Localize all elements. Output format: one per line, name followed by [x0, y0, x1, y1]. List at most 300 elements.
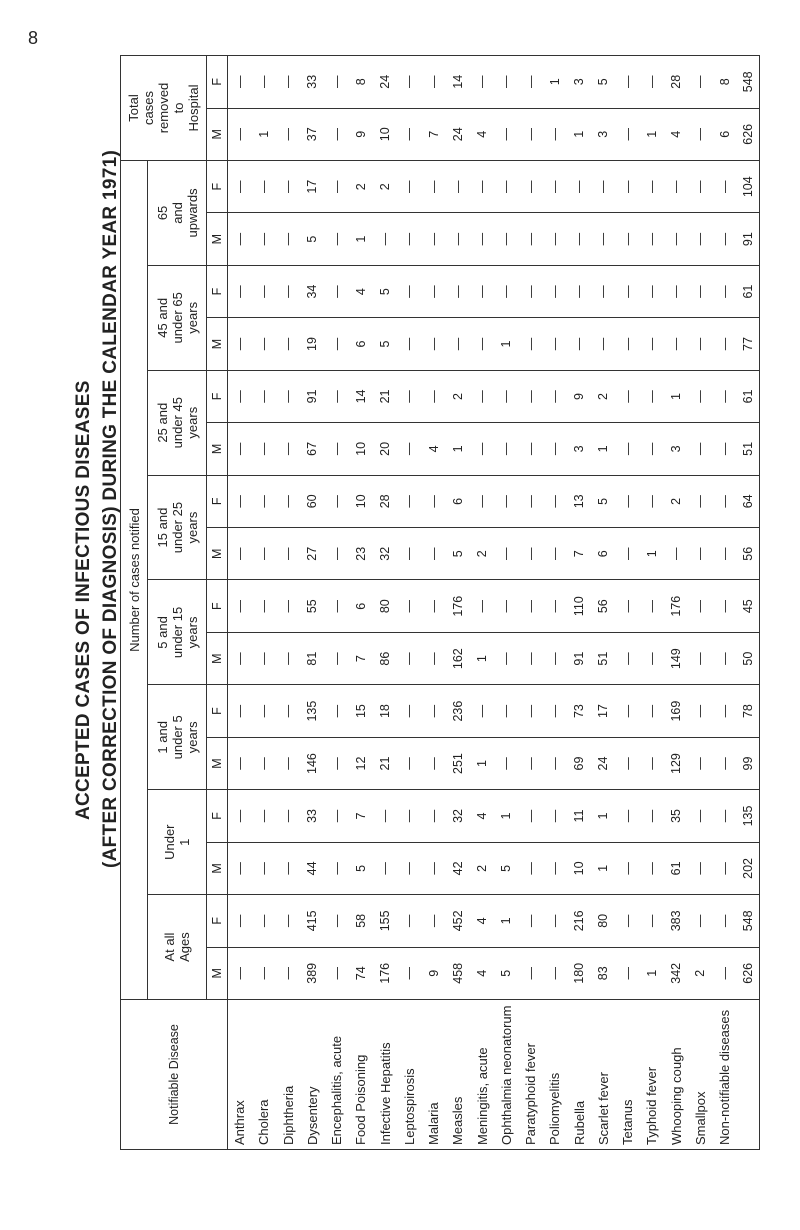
table-cell: — [494, 370, 518, 422]
table-row [591, 56, 615, 1150]
table-cell: 180 [567, 947, 591, 999]
table-cell: — [688, 423, 712, 475]
table-cell: 5 [591, 56, 615, 109]
table-cell: — [252, 265, 276, 317]
table-cell: 17 [300, 161, 324, 213]
table-cell: — [470, 580, 494, 632]
table-cell: 86 [373, 632, 397, 684]
total-cell: 51 [737, 423, 760, 475]
table-cell: 4 [422, 423, 446, 475]
table-cell: — [616, 632, 640, 684]
female-column-header: F [207, 56, 228, 109]
table-cell: — [616, 161, 640, 213]
table-cell: 80 [591, 895, 615, 947]
table-row [276, 56, 300, 1150]
table-cell: — [543, 790, 567, 842]
disease-name: Ophthalmia neonatorum [494, 1000, 518, 1150]
table-cell: — [422, 475, 446, 527]
table-cell: 176 [664, 580, 688, 632]
table-cell: 18 [373, 685, 397, 737]
female-column-header: F [207, 475, 228, 527]
table-cell: — [422, 580, 446, 632]
table-cell: 342 [664, 947, 688, 999]
table-cell: 135 [300, 685, 324, 737]
table-cell: — [276, 370, 300, 422]
total-cell: 61 [737, 370, 760, 422]
table-cell: — [543, 895, 567, 947]
table-cell: — [422, 370, 446, 422]
table-cell: — [422, 265, 446, 317]
table-cell: — [276, 423, 300, 475]
table-cell: 91 [567, 632, 591, 684]
table-cell: — [446, 265, 470, 317]
table-cell: — [397, 161, 421, 213]
table-cell: 13 [567, 475, 591, 527]
table-cell: 6 [349, 318, 373, 370]
table-cell: 169 [664, 685, 688, 737]
table-cell: — [228, 475, 252, 527]
table-cell: 1 [591, 842, 615, 894]
table-cell: 73 [567, 685, 591, 737]
table-cell: — [325, 423, 349, 475]
disease-name: Infective Hepatitis [373, 1000, 397, 1150]
table-cell: — [397, 737, 421, 789]
table-row [519, 56, 543, 1150]
table-cell: — [276, 685, 300, 737]
table-cell: 24 [591, 737, 615, 789]
table-cell: — [688, 213, 712, 265]
table-cell: 1 [470, 737, 494, 789]
totals-row [737, 56, 760, 1150]
table-cell: 251 [446, 737, 470, 789]
table-cell: — [640, 370, 664, 422]
male-column-header: M [207, 842, 228, 894]
table-cell: 81 [300, 632, 324, 684]
table-cell: — [688, 737, 712, 789]
female-column-header: F [207, 685, 228, 737]
disease-name: Measles [446, 1000, 470, 1150]
table-cell: — [276, 737, 300, 789]
table-cell: — [276, 528, 300, 580]
table-cell: 7 [422, 108, 446, 160]
table-cell: 14 [446, 56, 470, 109]
table-cell: 4 [470, 947, 494, 999]
table-cell: — [688, 685, 712, 737]
table-cell: — [470, 56, 494, 109]
table-cell: 2 [591, 370, 615, 422]
table-row [688, 56, 712, 1150]
table-cell: 452 [446, 895, 470, 947]
table-cell: — [616, 475, 640, 527]
table-cell: — [276, 318, 300, 370]
table-cell: — [276, 161, 300, 213]
table-cell: 1 [494, 895, 518, 947]
total-cell: 626 [737, 947, 760, 999]
table-cell: — [640, 580, 664, 632]
disease-name: Cholera [252, 1000, 276, 1150]
table-cell: — [616, 318, 640, 370]
table-cell: 1 [640, 108, 664, 160]
table-cell: — [519, 685, 543, 737]
table-cell: 4 [349, 265, 373, 317]
table-cell: — [640, 265, 664, 317]
table-cell: 9 [349, 108, 373, 160]
page-subtitle: (AFTER CORRECTION OF DIAGNOSIS) DURING THE CALENDAR YEAR 1971) [100, 149, 121, 868]
table-cell: — [591, 318, 615, 370]
table-cell: — [397, 895, 421, 947]
table-cell: — [397, 842, 421, 894]
table-cell: 7 [349, 790, 373, 842]
table-cell: — [446, 161, 470, 213]
table-cell: — [325, 108, 349, 160]
table-cell: — [543, 580, 567, 632]
table-cell: — [567, 161, 591, 213]
table-cell: 176 [446, 580, 470, 632]
table-cell: 6 [713, 108, 737, 160]
table-cell: — [397, 108, 421, 160]
table-cell: — [519, 528, 543, 580]
table-cell: 8 [349, 56, 373, 109]
table-cell: 80 [373, 580, 397, 632]
disease-name: Non-notifiable diseases [713, 1000, 737, 1150]
table-row [228, 56, 252, 1150]
table-cell: 67 [300, 423, 324, 475]
table-cell: — [494, 475, 518, 527]
table-cell: — [713, 790, 737, 842]
table-cell: — [252, 947, 276, 999]
table-cell: — [252, 423, 276, 475]
table-cell: — [519, 842, 543, 894]
table-cell: 11 [567, 790, 591, 842]
disease-name: Leptospirosis [397, 1000, 421, 1150]
table-cell: 60 [300, 475, 324, 527]
table-cell: — [591, 265, 615, 317]
table-cell: — [640, 632, 664, 684]
table-cell: — [688, 161, 712, 213]
table-cell: 1 [349, 213, 373, 265]
table-cell: — [422, 895, 446, 947]
table-cell: 146 [300, 737, 324, 789]
table-cell: — [640, 475, 664, 527]
table-cell: — [228, 895, 252, 947]
table-cell: — [616, 737, 640, 789]
table-cell: — [519, 213, 543, 265]
table-cell: — [397, 265, 421, 317]
table-cell: 1 [591, 790, 615, 842]
table-cell: 19 [300, 318, 324, 370]
table-cell: — [713, 161, 737, 213]
male-column-header: M [207, 108, 228, 160]
table-cell: 23 [349, 528, 373, 580]
table-cell: — [276, 265, 300, 317]
table-cell: — [519, 56, 543, 109]
table-cell: 5 [349, 842, 373, 894]
table-cell: — [519, 895, 543, 947]
table-cell: — [470, 475, 494, 527]
table-row [664, 56, 688, 1150]
table-cell: — [422, 161, 446, 213]
table-cell: — [252, 580, 276, 632]
table-cell: — [397, 685, 421, 737]
table-cell: — [494, 632, 518, 684]
table-cell: 8 [713, 56, 737, 109]
table-cell: — [470, 423, 494, 475]
age-group-45-to-65: 45 and under 65 years [148, 265, 207, 370]
male-column-header: M [207, 947, 228, 999]
table-cell: 383 [664, 895, 688, 947]
table-cell: — [664, 161, 688, 213]
table-cell: — [713, 842, 737, 894]
table-cell: 17 [591, 685, 615, 737]
table-row [640, 56, 664, 1150]
disease-name: Meningitis, acute [470, 1000, 494, 1150]
table-cell: 55 [300, 580, 324, 632]
disease-name: Scarlet fever [591, 1000, 615, 1150]
table-cell: — [422, 318, 446, 370]
table-cell: — [494, 737, 518, 789]
table-cell: — [276, 790, 300, 842]
table-cell: — [397, 370, 421, 422]
table-cell: 7 [567, 528, 591, 580]
table-cell: — [325, 161, 349, 213]
total-cell: 626 [737, 108, 760, 160]
female-column-header: F [207, 895, 228, 947]
table-cell: — [640, 685, 664, 737]
table-cell: 5 [373, 318, 397, 370]
male-column-header: M [207, 737, 228, 789]
table-cell: — [325, 56, 349, 109]
table-cell: — [543, 475, 567, 527]
table-cell: — [252, 895, 276, 947]
table-cell: — [325, 737, 349, 789]
table-cell: 1 [664, 370, 688, 422]
table-cell: 21 [373, 370, 397, 422]
table-row [543, 56, 567, 1150]
table-cell: 4 [664, 108, 688, 160]
table-cell: 2 [470, 842, 494, 894]
table-cell: — [276, 213, 300, 265]
female-column-header: F [207, 580, 228, 632]
table-cell: — [228, 790, 252, 842]
table-cell: — [543, 161, 567, 213]
table-cell: 24 [446, 108, 470, 160]
table-cell: — [640, 318, 664, 370]
table-cell: — [276, 947, 300, 999]
table-cell: — [228, 423, 252, 475]
table-cell: — [543, 685, 567, 737]
table-cell: — [228, 318, 252, 370]
total-cell: 104 [737, 161, 760, 213]
table-cell: — [373, 790, 397, 842]
table-cell: — [397, 318, 421, 370]
table-cell: — [494, 108, 518, 160]
table-row [616, 56, 640, 1150]
table-cell: 2 [664, 475, 688, 527]
male-column-header: M [207, 423, 228, 475]
table-cell: — [373, 213, 397, 265]
table-cell: 61 [664, 842, 688, 894]
table-cell: 4 [470, 790, 494, 842]
table-cell: — [688, 318, 712, 370]
table-cell: — [713, 213, 737, 265]
male-column-header: M [207, 318, 228, 370]
table-cell: 10 [567, 842, 591, 894]
table-cell: 20 [373, 423, 397, 475]
table-cell: — [325, 790, 349, 842]
table-cell: 1 [640, 528, 664, 580]
table-cell: — [616, 528, 640, 580]
total-cell: 135 [737, 790, 760, 842]
table-cell: — [397, 475, 421, 527]
table-cell: 37 [300, 108, 324, 160]
page-title: ACCEPTED CASES OF INFECTIOUS DISEASES [73, 380, 94, 820]
table-cell: — [276, 108, 300, 160]
age-group-5-to-15: 5 and under 15 years [148, 580, 207, 685]
table-cell: — [616, 842, 640, 894]
table-cell: — [252, 528, 276, 580]
table-cell: — [494, 213, 518, 265]
table-cell: — [543, 737, 567, 789]
table-cell: — [494, 423, 518, 475]
table-cell: 27 [300, 528, 324, 580]
table-cell: — [252, 632, 276, 684]
table-cell: 44 [300, 842, 324, 894]
table-cell: 1 [591, 423, 615, 475]
table-cell: 5 [494, 947, 518, 999]
table-cell: — [325, 842, 349, 894]
table-cell: — [470, 213, 494, 265]
table-cell: — [543, 632, 567, 684]
table-cell: — [543, 423, 567, 475]
table-row [422, 56, 446, 1150]
table-cell: — [422, 737, 446, 789]
female-column-header: F [207, 265, 228, 317]
table-cell: — [397, 423, 421, 475]
table-cell: — [519, 475, 543, 527]
table-cell: 3 [567, 56, 591, 109]
table-cell: — [713, 475, 737, 527]
table-row [325, 56, 349, 1150]
table-cell: — [252, 475, 276, 527]
table-cell: — [446, 318, 470, 370]
table-cell: 5 [591, 475, 615, 527]
table-cell: 458 [446, 947, 470, 999]
table-cell: 1 [543, 56, 567, 109]
table-cell: 56 [591, 580, 615, 632]
disease-column-header: Notifiable Disease [121, 1000, 228, 1150]
table-cell: — [446, 213, 470, 265]
total-cell: 50 [737, 632, 760, 684]
table-cell: 34 [300, 265, 324, 317]
table-cell: — [494, 56, 518, 109]
disease-name: Rubella [567, 1000, 591, 1150]
table-cell: — [252, 790, 276, 842]
table-cell: — [325, 213, 349, 265]
age-group-under-1: Under 1 [148, 790, 207, 895]
table-cell: 42 [446, 842, 470, 894]
table-cell: 6 [591, 528, 615, 580]
total-cell: 548 [737, 895, 760, 947]
table-cell: — [616, 580, 640, 632]
table-cell: — [325, 632, 349, 684]
table-cell: — [470, 370, 494, 422]
table-cell: 28 [664, 56, 688, 109]
table-cell: 10 [373, 108, 397, 160]
table-cell: — [616, 790, 640, 842]
age-group-15-to-25: 15 and under 25 years [148, 475, 207, 580]
age-group-all-ages: At all Ages [148, 895, 207, 1000]
table-cell: 9 [567, 370, 591, 422]
table-cell: 21 [373, 737, 397, 789]
table-cell: 69 [567, 737, 591, 789]
table-cell: — [325, 947, 349, 999]
female-column-header: F [207, 161, 228, 213]
table-cell: — [664, 318, 688, 370]
table-cell: 2 [349, 161, 373, 213]
table-cell: — [252, 737, 276, 789]
cases-notified-header: Number of cases notified [121, 161, 148, 1000]
table-cell: — [519, 161, 543, 213]
table-cell: — [494, 685, 518, 737]
table-cell: 4 [470, 108, 494, 160]
table-cell: — [228, 580, 252, 632]
table-cell: — [688, 528, 712, 580]
table-cell: — [228, 213, 252, 265]
table-cell: — [519, 947, 543, 999]
table-cell: — [325, 265, 349, 317]
table-cell: 415 [300, 895, 324, 947]
table-cell: — [422, 213, 446, 265]
table-cell: — [543, 213, 567, 265]
disease-name: Dysentery [300, 1000, 324, 1150]
table-cell: 32 [373, 528, 397, 580]
table-cell: 33 [300, 790, 324, 842]
table-cell: 2 [470, 528, 494, 580]
table-cell: 32 [446, 790, 470, 842]
table-cell: — [688, 790, 712, 842]
table-cell: — [325, 895, 349, 947]
table-cell: — [276, 56, 300, 109]
table-cell: — [519, 580, 543, 632]
table-cell: — [325, 528, 349, 580]
table-cell: — [543, 108, 567, 160]
table-cell: — [470, 265, 494, 317]
table-cell: — [422, 685, 446, 737]
table-cell: — [713, 370, 737, 422]
table-cell: — [494, 580, 518, 632]
table-cell: — [640, 895, 664, 947]
table-cell: — [494, 161, 518, 213]
table-cell: 110 [567, 580, 591, 632]
table-cell: — [713, 737, 737, 789]
table-row [713, 56, 737, 1150]
total-cell: 77 [737, 318, 760, 370]
infectious-diseases-table [120, 55, 760, 1150]
table-cell: 10 [349, 475, 373, 527]
table-cell: — [713, 947, 737, 999]
total-cell: 61 [737, 265, 760, 317]
table-cell: — [228, 265, 252, 317]
rotated-table-frame [120, 55, 760, 1150]
table-cell: 51 [591, 632, 615, 684]
age-group-1-to-5: 1 and under 5 years [148, 685, 207, 790]
total-removed-header: Total cases removed to Hospital [121, 56, 207, 161]
table-cell: — [519, 370, 543, 422]
table-cell: — [252, 213, 276, 265]
table-cell: — [228, 685, 252, 737]
table-row [567, 56, 591, 1150]
sex-header-row [207, 56, 228, 1150]
